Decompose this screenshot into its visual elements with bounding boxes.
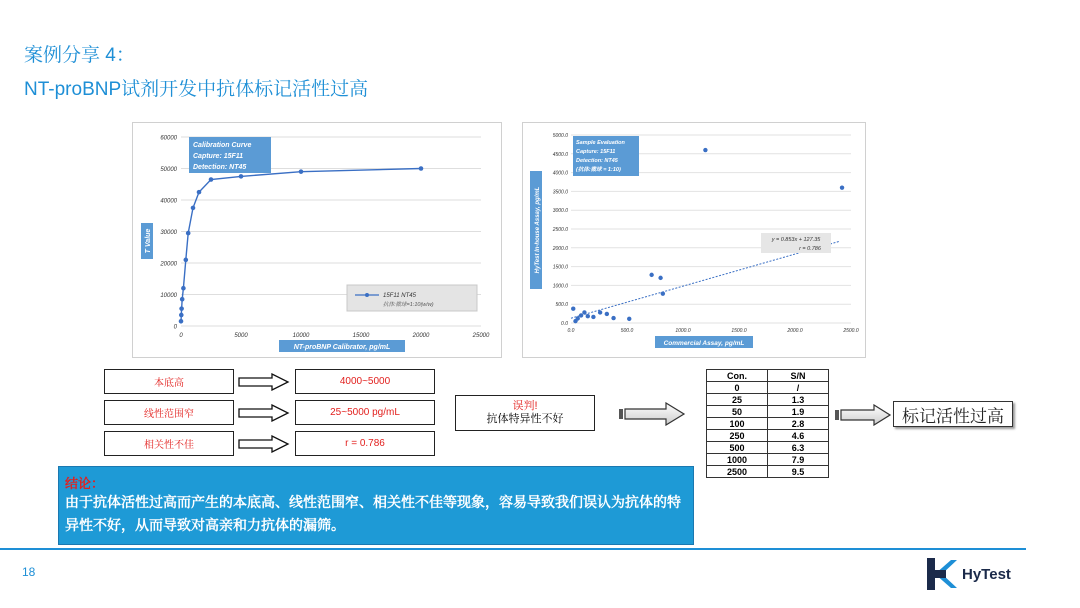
y-tick-label: 2500.0 <box>552 227 568 233</box>
table-cell-con: 1000 <box>707 454 768 466</box>
data-point <box>649 273 653 277</box>
y-tick-label: 2000.0 <box>552 245 568 252</box>
y-tick-label: 4000.0 <box>552 170 568 177</box>
x-tick-label: 0.0 <box>567 328 575 334</box>
data-point <box>840 185 844 189</box>
data-point <box>181 286 186 291</box>
data-point <box>658 276 662 280</box>
data-point <box>627 317 631 321</box>
x-tick-label: 500.0 <box>620 328 634 334</box>
x-tick-label: 1500.0 <box>731 328 747 334</box>
sample-evaluation-chart <box>522 122 866 358</box>
result-box: 标记活性过高 <box>893 401 1013 427</box>
problem-box-1: 本底高 <box>104 369 234 394</box>
data-point <box>299 169 304 174</box>
misjudge-text: 抗体特异性不好 <box>486 413 564 425</box>
value-box-2: 25~5000 pg/mL <box>295 400 435 425</box>
data-point <box>661 291 665 295</box>
table-cell-sn: / <box>768 382 829 394</box>
misjudge-box <box>455 395 595 431</box>
y-tick-label: 60000 <box>160 135 177 142</box>
table-row <box>707 466 829 478</box>
value-box-3: r = 0.786 <box>295 431 435 456</box>
y-axis-label-group <box>141 223 153 259</box>
table-header-sn: S/N <box>768 370 829 382</box>
x-tick-label: 2500.0 <box>843 328 859 334</box>
data-point <box>576 316 580 320</box>
table-cell-sn: 9.5 <box>768 466 829 478</box>
table-header-con: Con. <box>707 370 768 382</box>
y-tick-label: 3500.0 <box>552 189 568 196</box>
x-tick-label: 20000 <box>412 333 430 339</box>
page-title-line2: NT-proBNP试剂开发中抗体标记活性过高 <box>24 79 369 100</box>
data-point <box>180 297 185 302</box>
arrow-icon <box>238 404 290 422</box>
table-row <box>707 454 829 466</box>
chart-info-line: Capture: 15F11 <box>193 153 244 160</box>
problem-box-3: 相关性不佳 <box>104 431 234 456</box>
data-point <box>239 174 244 179</box>
x-tick-label: 1000.0 <box>675 328 691 334</box>
data-point <box>598 310 602 314</box>
table-row <box>707 406 829 418</box>
data-point <box>186 231 191 236</box>
data-point <box>571 307 575 311</box>
table-header-row <box>707 370 829 382</box>
table-row <box>707 430 829 442</box>
table-cell-sn: 6.3 <box>768 442 829 454</box>
x-tick-label: 0 <box>179 333 183 339</box>
y-tick-label: 30000 <box>160 230 177 236</box>
y-tick-label: 0.0 <box>561 321 568 327</box>
data-point <box>579 313 583 317</box>
chart-info-line: (抗体:微球 = 1:10) <box>576 167 621 173</box>
table-cell-con: 25 <box>707 394 768 406</box>
footer-divider <box>0 548 1026 550</box>
sample-evaluation-chart-svg <box>523 123 865 357</box>
data-point <box>179 306 184 311</box>
arrow-icon <box>238 435 290 453</box>
y-tick-label: 5000.0 <box>552 133 568 139</box>
table-cell-sn: 2.8 <box>768 418 829 430</box>
data-point <box>591 315 595 319</box>
table-cell-con: 250 <box>707 430 768 442</box>
x-tick-label: 10000 <box>292 333 310 339</box>
y-tick-label: 500.0 <box>555 302 568 309</box>
y-tick-label: 1500.0 <box>552 264 568 271</box>
table-row <box>707 418 829 430</box>
table-row <box>707 394 829 406</box>
value-box-1: 4000~5000 <box>295 369 435 394</box>
y-tick-label: 50000 <box>160 167 177 173</box>
table-row <box>707 382 829 394</box>
x-axis-label: NT-proBNP Calibrator, pg/mL <box>293 344 391 351</box>
data-point <box>209 177 214 182</box>
legend-marker <box>365 293 369 297</box>
y-tick-label: 0 <box>173 324 177 331</box>
data-point <box>611 316 615 320</box>
arrow-icon <box>618 402 686 426</box>
arrow-icon <box>238 373 290 391</box>
data-point <box>197 190 202 195</box>
data-point <box>419 166 424 171</box>
x-tick-label: 15000 <box>352 333 370 339</box>
data-point <box>586 314 590 318</box>
conclusion-box <box>58 466 694 545</box>
annotation-text: y = 0.853x + 127.35 <box>771 237 821 243</box>
x-tick-label: 25000 <box>472 333 490 339</box>
table-row <box>707 442 829 454</box>
misjudge-title: 误判! <box>512 400 538 412</box>
data-point <box>605 312 609 316</box>
table-cell-sn: 1.3 <box>768 394 829 406</box>
sn-table <box>706 369 829 478</box>
page-title-line1: 案例分享 4： <box>24 45 135 66</box>
y-tick-label: 20000 <box>160 261 177 268</box>
conclusion-body: 由于抗体活性过高而产生的本底高、线性范围窄、相关性不佳等现象，容易导致我们误认为抗体的特异性不好，从而导致对高亲和力抗体的漏筛。 <box>65 495 681 534</box>
annotation-text: r = 0.786 <box>799 246 821 252</box>
data-point <box>184 258 189 263</box>
y-tick-label: 10000 <box>160 293 177 299</box>
data-point <box>179 319 184 324</box>
y-tick-label: 3000.0 <box>552 208 568 215</box>
x-tick-label: 5000 <box>234 333 248 339</box>
y-tick-label: 4500.0 <box>552 151 568 158</box>
y-axis-label: HyTest In-house Assay, pg/mL <box>535 186 541 274</box>
calibration-chart-svg <box>133 123 501 357</box>
legend-entry: 15F11 NT45 <box>383 293 416 299</box>
table-cell-sn: 4.6 <box>768 430 829 442</box>
logo-text: HyTest <box>962 565 1011 583</box>
chart-info-line: Detection: NT45 <box>193 164 247 171</box>
legend-entry: 抗体:微球=1:10(w/w) <box>383 302 434 308</box>
table-cell-sn: 7.9 <box>768 454 829 466</box>
y-tick-label: 1000.0 <box>552 283 568 290</box>
table-cell-con: 0 <box>707 382 768 394</box>
hytest-logo-icon <box>924 556 960 592</box>
conclusion-title: 结论： <box>65 477 105 492</box>
chart-info-line: Sample Evaluation <box>576 140 625 146</box>
data-point <box>179 313 184 318</box>
x-axis-label: Commercial Assay, pg/mL <box>663 340 745 347</box>
hytest-logo <box>924 556 1011 592</box>
data-point <box>582 310 586 314</box>
table-cell-con: 2500 <box>707 466 768 478</box>
arrow-icon <box>834 404 892 426</box>
x-tick-label: 2000.0 <box>787 328 803 334</box>
data-point <box>703 148 707 152</box>
page-number: 18 <box>22 565 36 579</box>
chart-info-line: Capture: 15F11 <box>576 149 616 155</box>
data-point <box>191 206 196 211</box>
table-cell-sn: 1.9 <box>768 406 829 418</box>
problem-box-2: 线性范围窄 <box>104 400 234 425</box>
table-cell-con: 100 <box>707 418 768 430</box>
chart-info-line: Detection: NT45 <box>576 158 618 164</box>
chart-info-line: Calibration Curve <box>193 142 252 149</box>
calibration-chart <box>132 122 502 358</box>
y-tick-label: 40000 <box>160 198 177 205</box>
y-axis-label: T Value <box>145 228 152 254</box>
table-cell-con: 500 <box>707 442 768 454</box>
table-cell-con: 50 <box>707 406 768 418</box>
